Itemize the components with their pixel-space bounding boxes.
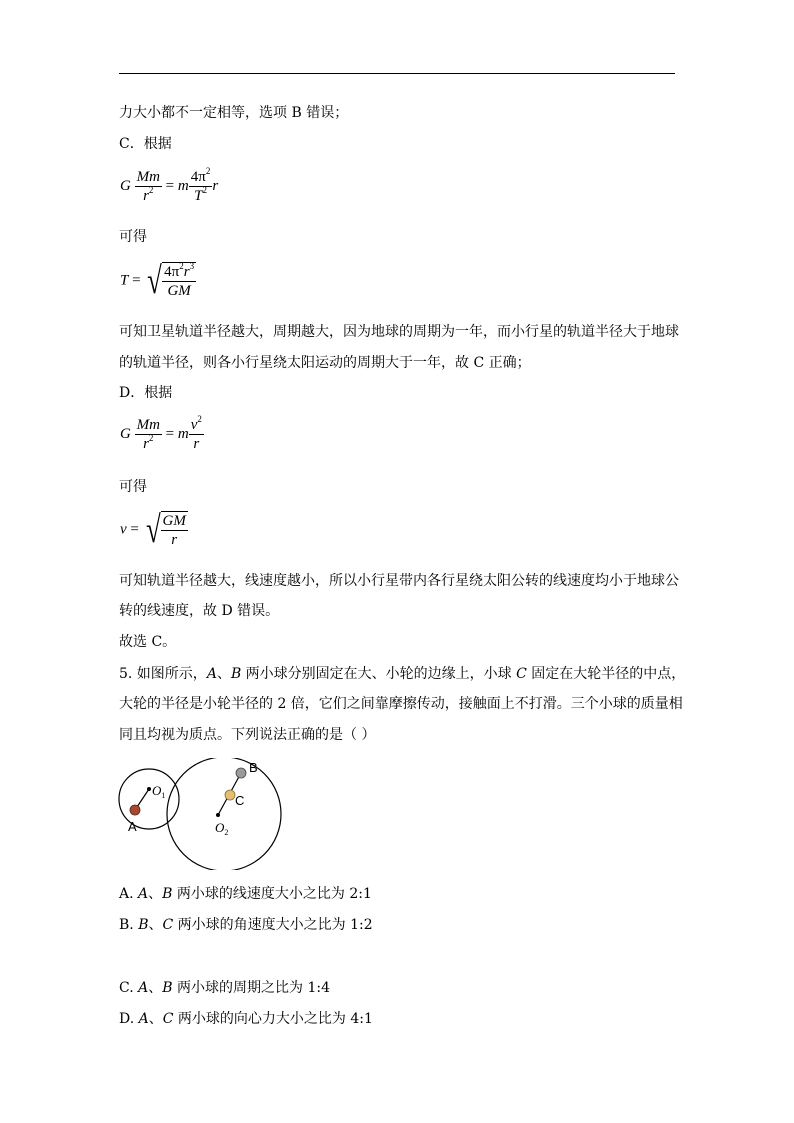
label-o1: $O_1$ (152, 783, 166, 800)
formula-velocity-result: v = √ $\frac{GM}{r}$ (120, 509, 186, 551)
option-b[interactable]: B. B、C 两小球的角速度大小之比为 1:2 (119, 917, 373, 933)
option-a[interactable]: A. A、B 两小球的线速度大小之比为 2:1 (119, 886, 372, 902)
text-line: 可知轨道半径越大，线速度越小，所以小行星带内各行星绕太阳公转的线速度均小于地球公 (119, 573, 679, 589)
large-wheel (167, 758, 281, 870)
text-line: 的轨道半径，则各小行星绕太阳运动的周期大于一年，故 C 正确； (119, 355, 531, 371)
text-line: 转的线速度，故 D 错误。 (119, 603, 280, 619)
label-o2: $O_2$ (215, 820, 229, 837)
option-d[interactable]: D. A、C 两小球的向心力大小之比为 4:1 (119, 1011, 373, 1027)
answer-line: 故选 C。 (119, 634, 177, 650)
question-stem: 同且均视为质点。下列说法正确的是（ ） (119, 727, 376, 743)
text-line: 可得 (119, 229, 147, 245)
wheels-figure (118, 758, 303, 870)
section-c-heading: C．根据 (119, 136, 172, 152)
question-stem: 大轮的半径是小轮半径的 2 倍，它们之间靠摩擦传动，接触面上不打滑。三个小球的质量相 (119, 696, 683, 712)
ball-a (130, 805, 140, 815)
section-d-heading: D．根据 (119, 385, 173, 401)
fraction: $\frac{4\pi^2}{T^2}$ (190, 166, 211, 204)
text-line: 可得 (119, 479, 147, 495)
formula-period-result: T = √ $\frac{4\pi^2r^3}{GM}$ (120, 260, 195, 302)
fraction: $\frac{Mm}{r^2}$ (136, 169, 160, 204)
formula-gravity-velocity: G $\frac{Mm}{r^2}$ = m $\frac{v^2}{r}$ (120, 414, 202, 452)
sqrt: √ $\frac{4\pi^2r^3}{GM}$ (147, 260, 195, 302)
ball-b (236, 768, 246, 778)
question-stem: 5. 如图所示，A、B 两小球分别固定在大、小轮的边缘上，小球 C 固定在大轮半径的中点， (119, 666, 686, 682)
label-a: A (128, 819, 137, 834)
formula-gravity-period: G $\frac{Mm}{r^2}$ = m $\frac{4\pi^2}{T^2}$ r (120, 166, 219, 204)
header-rule (119, 73, 675, 74)
ball-c (225, 790, 235, 800)
label-b: B (249, 760, 258, 775)
center-o2 (216, 813, 220, 817)
symbol-g: G (120, 177, 131, 194)
label-c: C (235, 793, 245, 808)
text-line: 力大小都不一定相等，选项 B 错误； (119, 105, 349, 121)
center-o1 (147, 787, 151, 791)
text-line: 可知卫星轨道半径越大，周期越大，因为地球的周期为一年，而小行星的轨道半径大于地球 (119, 324, 679, 340)
option-c[interactable]: C. A、B 两小球的周期之比为 1:4 (119, 980, 330, 996)
